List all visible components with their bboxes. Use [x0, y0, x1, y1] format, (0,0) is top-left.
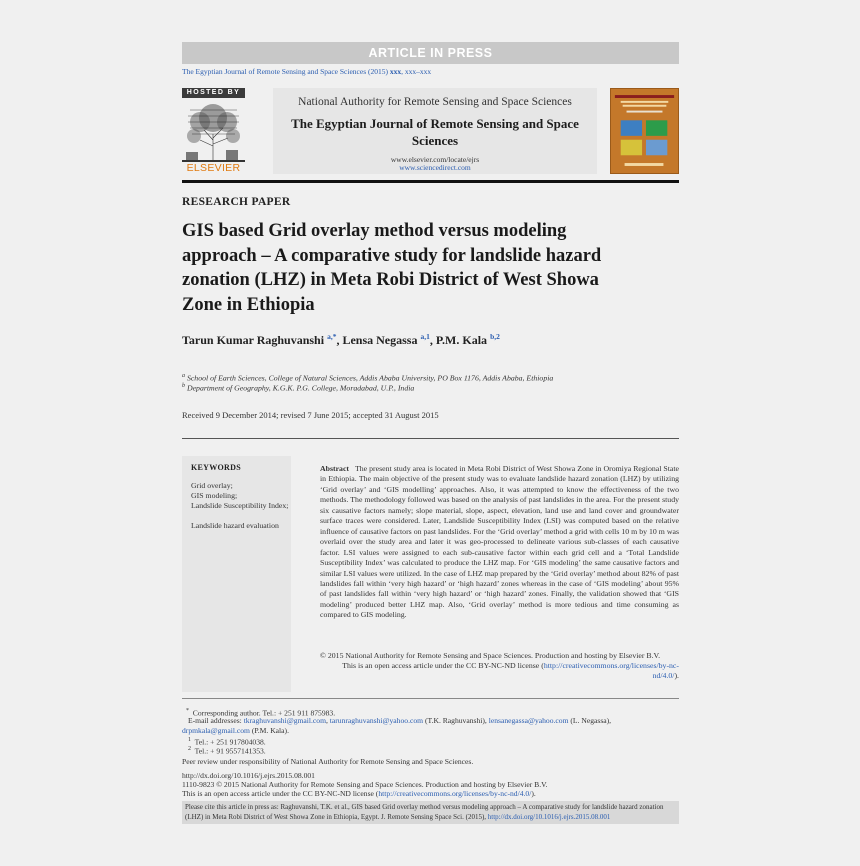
- keyword-item: Landslide hazard evaluation: [191, 521, 279, 530]
- license-link[interactable]: http://creativecommons.org/licenses/by-nc-nd/4.0/: [543, 661, 679, 681]
- license-end: ).: [674, 671, 679, 681]
- section-divider: [182, 438, 679, 439]
- abstract-license: [320, 661, 679, 681]
- citation-text: Please cite this article in press as: Raghuvanshi, T.K. et al., GIS based Grid overlay method versus modeling approach – A comparative study for landslide hazard zonation (LHZ) in Meta Robi District of West Showa Zone in Ethiopia, Egypt. J. Remote Sensing Space Sci. (2015),: [185, 803, 664, 821]
- journal-cover-thumbnail: [610, 88, 679, 174]
- email-owner: (P.M. Kala).: [251, 726, 289, 735]
- article-in-press-banner: ARTICLE IN PRESS: [182, 42, 679, 64]
- open-access-end: ).: [531, 789, 536, 798]
- abstract-text: [320, 464, 679, 621]
- hosted-by-label: HOSTED BY: [182, 88, 245, 98]
- elsevier-tree-logo: [182, 100, 245, 162]
- author-affiliation-marker[interactable]: a,1: [420, 332, 430, 341]
- peer-review-note: Peer review under responsibility of National Authority for Remote Sensing and Space Sciences.: [182, 757, 474, 766]
- email-owner: (T.K. Raghuvanshi),: [424, 716, 487, 725]
- doi-link[interactable]: http://dx.doi.org/10.1016/j.ejrs.2015.08.001: [182, 771, 315, 780]
- journal-ref-volume: xxx: [389, 67, 402, 76]
- email-separator: ,: [325, 716, 328, 725]
- journal-reference: [182, 67, 431, 76]
- open-access-link[interactable]: http://creativecommons.org/licenses/by-nc-nd/4.0/: [378, 789, 532, 798]
- abstract-copyright: © 2015 National Authority for Remote Sensing and Space Sciences. Production and hosting by Elsevier B.V.: [320, 651, 661, 660]
- author-name: Tarun Kumar Raghuvanshi: [182, 333, 325, 347]
- abstract-body: The present study area is located in Meta Robi District of West Showa Zone in Oromiya Regional State in Ethiopia. The main objective of the present study was to evaluate landslide hazard zonation (LHZ) by utilizing ‘Grid overlay’ and ‘GIS modelling’ approaches. Also, it was attempted to know the effectiveness of the two methods. The methodology followed was based on the analysis of past landslides in the area. For the present study six causative factors namely; slope material, slope, aspect, elevation, land use and land cover and groundwater surface traces were considered. Later, Landslide Susceptibility Index (LSI) was computed based on the relative influence of causative factors on past landslides. For the ‘Grid overlay’ method a grid with cells 10 m by 10 m was overlaid over the study area and later it was geo-processed to delineate various sub-classes of each causative factor. LSI values were assigned to each sub-causative factor within each grid cell and a ‘Total Landslide Susceptibility Index’ was calculated to produce the LHZ map. For ‘GIS modeling’ the same causative factors and similar LSI values were utilized. In the case of LHZ map prepared by the ‘Grid overlay’ method about 82% of past landslides fall within ‘very high hazard’ or ‘high hazard’ zones whereas in the case of ‘GIS modeling’ about 95% of past landslides fall within ‘very high hazard’ or ‘high hazard’ zones. Finally, the validation showed that ‘GIS modeling’ produced better LHZ map. Also, ‘Grid overlay’ method is more tedious and time consuming as compared to GIS modeling.: [320, 464, 679, 620]
- email-owner: (L. Negassa),: [570, 716, 612, 725]
- affiliation-marker: b: [182, 383, 185, 389]
- email-addresses: [188, 716, 611, 726]
- citation-box: [182, 801, 679, 824]
- received-dates: Received 9 December 2014; revised 7 June 2015; accepted 31 August 2015: [182, 410, 439, 420]
- publisher-authority: National Authority for Remote Sensing and Space Sciences: [298, 96, 572, 108]
- telephone-text: Tel.: + 251 917804038.: [194, 737, 266, 747]
- footnote-divider: [182, 698, 679, 699]
- email-link[interactable]: tkraghuvanshi@gmail.com: [243, 716, 326, 725]
- citation-link[interactable]: http://dx.doi.org/10.1016/j.ejrs.2015.08.001: [487, 813, 611, 821]
- email-label: E-mail addresses:: [188, 716, 242, 725]
- issn-copyright: 1110-9823 © 2015 National Authority for Remote Sensing and Space Sciences. Production and hosting by Elsevier B.V.: [182, 780, 548, 789]
- author-name: P.M. Kala: [435, 333, 488, 347]
- keyword-item: Landslide Susceptibility Index;: [191, 501, 289, 510]
- journal-ref-pages: , xxx–xxx: [401, 67, 432, 76]
- corresponding-author-text: Corresponding author. Tel.: + 251 911 875983.: [192, 708, 336, 718]
- affiliation: [182, 383, 414, 393]
- email-link[interactable]: tarunraghuvanshi@yahoo.com: [329, 716, 424, 725]
- header-divider: [182, 180, 679, 183]
- author-affiliation-marker[interactable]: b,2: [490, 332, 500, 341]
- email-link[interactable]: drpmkala@gmail.com: [182, 726, 250, 735]
- keyword-item: Grid overlay;: [191, 481, 233, 490]
- keyword-item: GIS modeling;: [191, 491, 238, 500]
- section-label: RESEARCH PAPER: [182, 196, 291, 208]
- affiliation: [182, 373, 553, 383]
- author-list: Tarun Kumar Raghuvanshi $^{a,*}$, Lensa Negassa $^{a,1}$, P.M. Kala $^{b,2}$: [182, 332, 500, 347]
- email-link[interactable]: lensanegassa@yahoo.com: [488, 716, 569, 725]
- license-text: This is an open access article under the CC BY-NC-ND license (: [342, 661, 544, 670]
- author-affiliation-marker[interactable]: a,*: [327, 332, 337, 341]
- telephone-text: Tel.: + 91 9557141353.: [194, 746, 266, 756]
- affiliation-text: School of Earth Sciences, College of Natural Sciences, Addis Ababa University, PO Box 1176, Addis Ababa, Ethiopia: [186, 373, 554, 383]
- keywords-heading: KEYWORDS: [191, 463, 241, 472]
- journal-url-elsevier[interactable]: www.elsevier.com/locate/ejrs: [390, 155, 480, 164]
- journal-ref-text: The Egyptian Journal of Remote Sensing and Space Sciences (2015): [182, 67, 388, 76]
- article-title: GIS based Grid overlay method versus modeling approach – A comparative study for landslide hazard zonation (LHZ) in Meta Robi District of West Showa Zone in Ethiopia: [182, 221, 602, 315]
- affiliation-text: Department of Geography, K.G.K. P.G. College, Moradabad, U.P., India: [186, 383, 415, 393]
- footnote-marker: *: [186, 708, 189, 714]
- open-access-note: [182, 789, 536, 799]
- affiliation-marker: a: [182, 373, 185, 379]
- abstract-label: Abstract: [320, 464, 350, 473]
- author-name: Lensa Negassa: [342, 333, 418, 347]
- footnote-marker: 1: [188, 737, 191, 743]
- telephone-note: [188, 744, 266, 757]
- journal-url-sciencedirect[interactable]: www.sciencedirect.com: [399, 163, 471, 172]
- open-access-text: This is an open access article under the CC BY-NC-ND license (: [182, 789, 379, 798]
- footnote-marker: 2: [188, 746, 191, 752]
- journal-title: The Egyptian Journal of Remote Sensing and Space Sciences: [291, 116, 579, 148]
- elsevier-wordmark: ELSEVIER: [186, 162, 241, 174]
